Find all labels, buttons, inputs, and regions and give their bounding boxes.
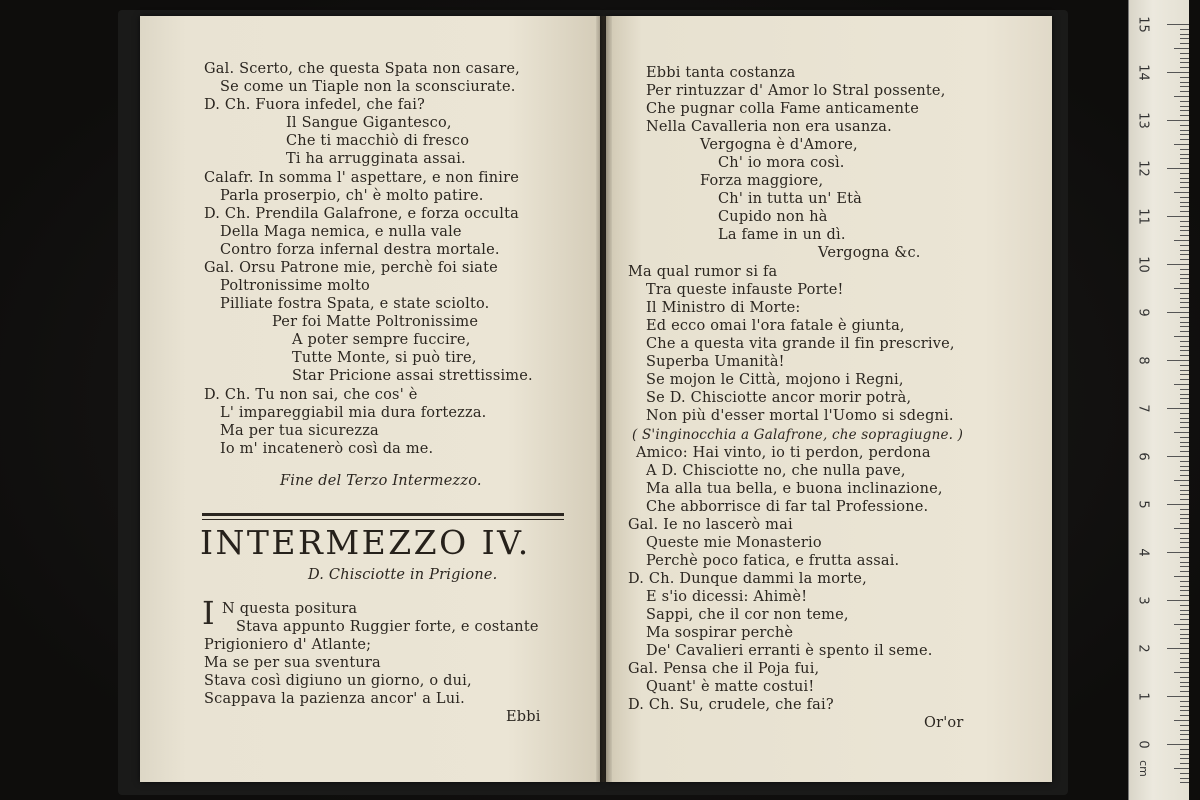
ruler-tick [1180, 566, 1189, 567]
text-line: Ma alla tua bella, e buona inclinazione, [646, 481, 943, 497]
text-line: Star Pricione assai strettissime. [292, 368, 533, 384]
ruler-tick [1180, 418, 1189, 419]
ruler-tick [1180, 782, 1189, 783]
ruler-tick [1174, 384, 1189, 385]
text-line: Che ti macchiò di fresco [286, 133, 470, 149]
ruler-tick [1180, 274, 1189, 275]
ornament-rule [202, 513, 564, 516]
ruler-tick [1167, 408, 1189, 409]
ruler-tick [1180, 355, 1189, 356]
text-line: Scappava la pazienza ancor' a Lui. [204, 691, 465, 707]
ruler-tick [1180, 701, 1189, 702]
text-line: Tra queste infauste Porte! [646, 282, 844, 298]
ruler-tick [1180, 235, 1189, 236]
text-line: A poter sempre fuccire, [292, 332, 471, 348]
ruler-tick [1180, 182, 1189, 183]
ruler-tick [1180, 691, 1189, 692]
ruler-tick [1174, 48, 1189, 49]
text-line: Ma qual rumor si fa [628, 264, 778, 280]
ruler-tick [1180, 518, 1189, 519]
catchword: Or'or [924, 715, 964, 731]
ruler-tick [1180, 139, 1189, 140]
text-line: D. Ch. Prendila Galafrone, e forza occulta [204, 206, 520, 222]
ruler-tick [1174, 768, 1189, 769]
ruler-tick [1180, 638, 1189, 639]
ruler-unit: cm [1136, 760, 1150, 777]
ruler-tick [1180, 725, 1189, 726]
ruler-tick [1180, 394, 1189, 395]
text-line: Gal. Ie no lascerò mai [628, 517, 793, 533]
ruler-tick [1180, 614, 1189, 615]
text-line: Parla proserpio, ch' è molto patire. [220, 188, 484, 204]
ruler-tick [1180, 523, 1189, 524]
ruler-label: 4 [1135, 548, 1151, 557]
ruler-tick [1180, 221, 1189, 222]
text-line: Amico: Hai vinto, io ti perdon, perdona [636, 445, 931, 461]
ruler-tick [1167, 456, 1189, 457]
ruler-tick [1180, 86, 1189, 87]
ruler-tick [1180, 158, 1189, 159]
text-line: Ed ecco omai l'ora fatale è giunta, [646, 318, 905, 334]
ruler-tick [1180, 461, 1189, 462]
text-line: Non più d'esser mortal l'Uomo si sdegni. [646, 408, 954, 424]
ruler-tick [1180, 730, 1189, 731]
text-line: Il Sangue Gigantesco, [286, 115, 452, 131]
ruler-tick [1180, 326, 1189, 327]
ruler-tick [1180, 710, 1189, 711]
ruler-label: 7 [1135, 404, 1151, 413]
ruler-tick [1180, 773, 1189, 774]
text-line: Gal. Pensa che il Poja fui, [628, 661, 820, 677]
ruler-tick [1180, 230, 1189, 231]
ruler-tick [1180, 293, 1189, 294]
ruler-tick [1180, 466, 1189, 467]
ruler-label: 1 [1135, 692, 1151, 701]
text-line: D. Ch. Dunque dammi la morte, [628, 571, 867, 587]
ruler-tick [1180, 350, 1189, 351]
text-line: Gal. Orsu Patrone mie, perchè foi siate [204, 260, 498, 276]
ruler-tick [1180, 437, 1189, 438]
ruler-tick [1180, 494, 1189, 495]
text-line: Se mojon le Città, mojono i Regni, [646, 372, 904, 388]
ruler-tick [1180, 106, 1189, 107]
ruler-tick [1180, 322, 1189, 323]
ruler-label: 3 [1135, 596, 1151, 605]
ruler-tick [1174, 144, 1189, 145]
ruler-tick [1174, 192, 1189, 193]
ruler-tick [1180, 307, 1189, 308]
ruler-tick [1180, 653, 1189, 654]
ruler-tick [1180, 250, 1189, 251]
ruler-tick [1180, 542, 1189, 543]
ruler-label: 0 [1135, 740, 1151, 749]
ruler-tick [1180, 562, 1189, 563]
ruler-tick [1180, 571, 1189, 572]
drop-cap: I [202, 594, 215, 632]
ruler-tick [1167, 312, 1189, 313]
text-line: Queste mie Monasterio [646, 535, 822, 551]
ruler-tick [1180, 619, 1189, 620]
ruler-tick [1180, 115, 1189, 116]
ruler-tick [1180, 370, 1189, 371]
ruler-tick [1174, 624, 1189, 625]
ruler-tick [1180, 778, 1189, 779]
ruler-tick [1180, 734, 1189, 735]
text-line: Della Maga nemica, e nulla vale [220, 224, 462, 240]
ruler-label: 8 [1135, 356, 1151, 365]
ruler-label: 10 [1135, 256, 1151, 273]
ruler-tick [1180, 34, 1189, 35]
left-page-text [140, 16, 600, 782]
ruler-tick [1180, 125, 1189, 126]
ruler-tick [1174, 96, 1189, 97]
ruler-tick [1180, 173, 1189, 174]
ruler-tick [1180, 629, 1189, 630]
scene-heading: D. Chisciotte in Prigione. [308, 567, 498, 583]
book-gutter [596, 16, 612, 782]
ruler-tick [1180, 206, 1189, 207]
ruler-tick [1180, 475, 1189, 476]
ruler-tick [1180, 643, 1189, 644]
ruler-tick [1180, 379, 1189, 380]
text-line: Che pugnar colla Fame anticamente [646, 101, 919, 117]
text-line: De' Cavalieri erranti è spento il seme. [646, 643, 933, 659]
ruler-tick [1180, 422, 1189, 423]
text-line: Contro forza infernal destra mortale. [220, 242, 500, 258]
text-line: Tutte Monte, si può tire, [292, 350, 477, 366]
text-line: D. Ch. Su, crudele, che fai? [628, 697, 834, 713]
text-line: Ch' io mora così. [718, 155, 845, 171]
ruler-tick [1180, 446, 1189, 447]
ruler-tick [1180, 763, 1189, 764]
text-line: Ch' in tutta un' Età [718, 191, 863, 207]
ruler-tick [1167, 504, 1189, 505]
ruler-tick [1180, 658, 1189, 659]
ruler-tick [1167, 696, 1189, 697]
ruler-tick [1180, 149, 1189, 150]
ruler-tick [1180, 538, 1189, 539]
ruler-tick [1180, 298, 1189, 299]
ruler-tick [1180, 485, 1189, 486]
ruler-tick [1180, 749, 1189, 750]
ruler-tick [1180, 331, 1189, 332]
ruler-label: 15 [1135, 16, 1151, 33]
ruler-tick [1180, 374, 1189, 375]
ruler-tick [1180, 58, 1189, 59]
ruler-tick [1180, 754, 1189, 755]
text-line: Calafr. In somma l' aspettare, e non finire [204, 170, 520, 186]
ruler-tick [1167, 744, 1189, 745]
ruler-label: 5 [1135, 500, 1151, 509]
text-line: Stava così digiuno un giorno, o dui, [204, 673, 472, 689]
ruler-tick [1174, 720, 1189, 721]
text-line: D. Ch. Fuora infedel, che fai? [204, 97, 426, 113]
stage-direction: ( S'inginocchia a Galafrone, che sopragiugne. ) [632, 427, 964, 443]
ruler-tick [1180, 254, 1189, 255]
ruler-tick [1180, 130, 1189, 131]
ruler-tick [1180, 278, 1189, 279]
ruler-tick [1180, 514, 1189, 515]
text-line: Gal. Scerto, che questa Spata non casare, [204, 61, 520, 77]
ruler-tick [1180, 110, 1189, 111]
ruler-tick [1180, 398, 1189, 399]
ruler-label: 9 [1135, 308, 1151, 317]
ruler-tick [1180, 451, 1189, 452]
ruler-tick [1180, 706, 1189, 707]
ruler-tick [1180, 259, 1189, 260]
text-line: Cupido non hà [718, 209, 828, 225]
text-line: Ebbi tanta costanza [646, 65, 796, 81]
ruler-tick [1167, 648, 1189, 649]
ruler-tick [1180, 509, 1189, 510]
ruler-tick [1180, 389, 1189, 390]
ruler-tick [1180, 187, 1189, 188]
section-title: INTERMEZZO IV. [200, 523, 531, 562]
text-line: Io m' incatenerò così da me. [220, 441, 434, 457]
text-line: E s'io dicessi: Ahimè! [646, 589, 808, 605]
measuring-ruler [1128, 0, 1189, 800]
ruler-tick [1180, 269, 1189, 270]
ornament-rule-thin [202, 519, 564, 520]
ruler-label: 11 [1135, 208, 1151, 225]
ruler-tick [1167, 120, 1189, 121]
text-line: Poltronissime molto [220, 278, 370, 294]
ruler-label: 12 [1135, 160, 1151, 177]
text-line: Vergogna &c. [818, 245, 921, 261]
ruler-tick [1180, 595, 1189, 596]
ruler-tick [1180, 365, 1189, 366]
ruler-tick [1180, 557, 1189, 558]
text-line: Forza maggiore, [700, 173, 824, 189]
text-line: Ma se per sua sventura [204, 655, 381, 671]
ruler-tick [1180, 662, 1189, 663]
ruler-label: 6 [1135, 452, 1151, 461]
ruler-tick [1180, 605, 1189, 606]
ruler-tick [1180, 610, 1189, 611]
ruler-tick [1180, 682, 1189, 683]
text-line: Se D. Chisciotte ancor morir potrà, [646, 390, 912, 406]
right-page [606, 16, 1052, 782]
ruler-tick [1174, 240, 1189, 241]
text-line: Quant' è matte costui! [646, 679, 815, 695]
ruler-tick [1180, 197, 1189, 198]
text-line: Se come un Tiaple non la sconsciurate. [220, 79, 516, 95]
ruler-tick [1167, 264, 1189, 265]
ruler-tick [1167, 552, 1189, 553]
ruler-tick [1167, 600, 1189, 601]
text-line: Il Ministro di Morte: [646, 300, 801, 316]
ruler-label: 2 [1135, 644, 1151, 653]
text-line: N questa positura [222, 601, 358, 617]
ruler-tick [1180, 283, 1189, 284]
ruler-tick [1180, 29, 1189, 30]
text-line: Per rintuzzar d' Amor lo Stral possente, [646, 83, 946, 99]
text-line: Pilliate fostra Spata, e state sciolto. [220, 296, 490, 312]
ruler-tick [1180, 739, 1189, 740]
text-line: D. Ch. Tu non sai, che cos' è [204, 387, 418, 403]
text-line: Che a questa vita grande il fin prescrive, [646, 336, 955, 352]
catchword: Ebbi [506, 709, 541, 725]
text-line: Stava appunto Ruggier forte, e costante [236, 619, 539, 635]
ruler-tick [1180, 154, 1189, 155]
ruler-tick [1180, 67, 1189, 68]
ruler-tick [1167, 216, 1189, 217]
ruler-tick [1180, 178, 1189, 179]
ruler-tick [1180, 163, 1189, 164]
text-line: Vergogna è d'Amore, [700, 137, 858, 153]
ruler-tick [1180, 590, 1189, 591]
text-line: Ma per tua sicurezza [220, 423, 379, 439]
ruler-tick [1174, 528, 1189, 529]
ruler-tick [1180, 202, 1189, 203]
ruler-tick [1180, 547, 1189, 548]
ruler-tick [1180, 533, 1189, 534]
ruler-tick [1180, 226, 1189, 227]
ruler-tick [1180, 245, 1189, 246]
ruler-label: 14 [1135, 64, 1151, 81]
left-page [140, 16, 600, 782]
ruler-tick [1180, 346, 1189, 347]
ruler-tick [1174, 480, 1189, 481]
right-page-text [606, 16, 1052, 782]
ruler-tick [1180, 758, 1189, 759]
ruler-tick [1180, 101, 1189, 102]
ruler-tick [1180, 586, 1189, 587]
ruler-tick [1167, 24, 1189, 25]
text-line: Per foi Matte Poltronissime [272, 314, 479, 330]
ruler-tick [1180, 490, 1189, 491]
ruler-tick [1180, 341, 1189, 342]
text-line: Nella Cavalleria non era usanza. [646, 119, 892, 135]
ruler-tick [1167, 168, 1189, 169]
ruler-tick [1180, 134, 1189, 135]
ruler-tick [1180, 53, 1189, 54]
ruler-tick [1180, 62, 1189, 63]
ruler-tick [1174, 288, 1189, 289]
ruler-tick [1180, 211, 1189, 212]
ruler-tick [1180, 686, 1189, 687]
ruler-tick [1180, 413, 1189, 414]
text-line: Ti ha arrugginata assai. [286, 151, 466, 167]
text-line: Sappi, che il cor non teme, [646, 607, 849, 623]
ruler-tick [1174, 336, 1189, 337]
ruler-tick [1180, 77, 1189, 78]
text-line: Superba Umanità! [646, 354, 785, 370]
text-line: La fame in un dì. [718, 227, 846, 243]
ruler-tick [1174, 672, 1189, 673]
ruler-tick [1180, 43, 1189, 44]
text-line: Che abborrisce di far tal Professione. [646, 499, 929, 515]
ruler-tick [1167, 360, 1189, 361]
ruler-tick [1180, 302, 1189, 303]
ruler-tick [1180, 634, 1189, 635]
ruler-tick [1180, 581, 1189, 582]
text-line: L' impareggiabil mia dura fortezza. [220, 405, 487, 421]
ruler-tick [1180, 715, 1189, 716]
ruler-tick [1180, 317, 1189, 318]
ruler-tick [1167, 72, 1189, 73]
ruler-label: 13 [1135, 112, 1151, 129]
ruler-tick [1180, 442, 1189, 443]
ruler-tick [1180, 470, 1189, 471]
ruler-tick [1180, 667, 1189, 668]
ruler-tick [1180, 427, 1189, 428]
ruler-tick [1180, 38, 1189, 39]
ruler-tick [1180, 82, 1189, 83]
text-line: Prigioniero d' Atlante; [204, 637, 372, 653]
text-line: Ma sospirar perchè [646, 625, 794, 641]
ruler-tick [1174, 432, 1189, 433]
end-note: Fine del Terzo Intermezzo. [280, 473, 482, 489]
text-line: Perchè poco fatica, e frutta assai. [646, 553, 900, 569]
ruler-tick [1180, 91, 1189, 92]
ruler-tick [1180, 403, 1189, 404]
ruler-tick [1180, 499, 1189, 500]
ruler-tick [1180, 677, 1189, 678]
text-line: A D. Chisciotte no, che nulla pave, [646, 463, 906, 479]
ruler-tick [1174, 576, 1189, 577]
